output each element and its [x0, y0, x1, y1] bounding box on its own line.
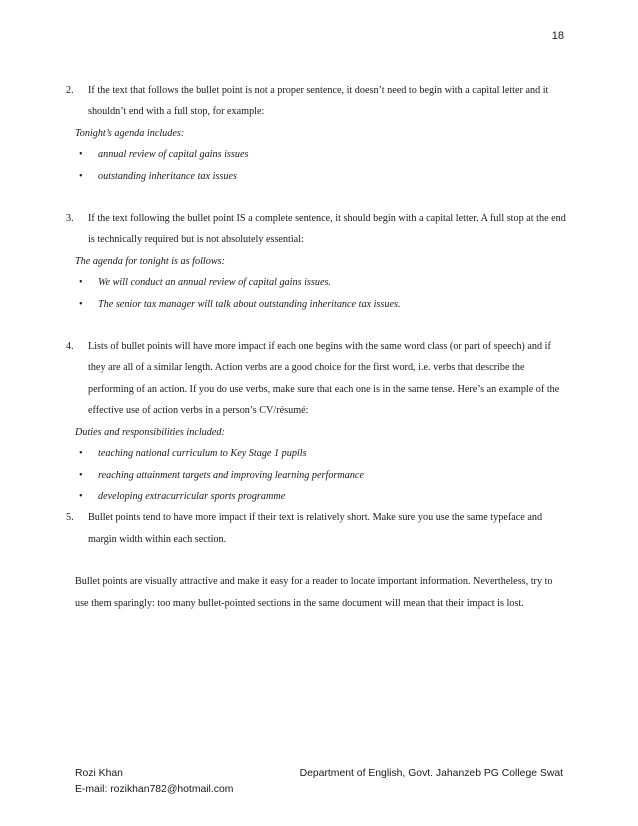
closing-paragraph: Bullet points are visually attractive and make it easy for a reader to locate important information. Nevertheless, try to use them sparingly: too many bullet-pointed sections in the same document will mean that their impact is lost.: [75, 576, 553, 609]
list-item: • We will conduct an annual review of capital gains issues.: [66, 272, 566, 293]
bullet-icon: •: [79, 277, 83, 289]
bullet-icon: •: [79, 298, 83, 310]
item-text: If the text that follows the bullet point is not a proper sentence, it doesn’t need to begin with a capital letter and it shouldn’t end with a full stop, for example:: [88, 85, 549, 118]
document-body: [66, 80, 566, 614]
bullet-list: [66, 144, 566, 187]
item-text: Bullet points tend to have more impact if their text is relatively short. Make sure you use the same typeface and margin width within each section.: [88, 512, 543, 545]
example-intro: Duties and responsibilities included:: [75, 426, 225, 438]
item-number: 2.: [66, 85, 74, 96]
list-item: • teaching national curriculum to Key Stage 1 pupils: [66, 443, 566, 464]
page-number: 18: [551, 30, 564, 42]
numbered-item-4: [66, 336, 566, 422]
bullet-list: [66, 443, 566, 507]
footer-department: Department of English, Govt. Jahanzeb PG College Swat: [299, 768, 563, 779]
bullet-icon: •: [79, 170, 83, 182]
bullet-list: [66, 272, 566, 315]
list-item: • The senior tax manager will talk about outstanding inheritance tax issues.: [66, 294, 566, 315]
page-footer: [75, 766, 563, 798]
item-number: 3.: [66, 213, 74, 225]
item-number: 4.: [66, 341, 74, 353]
bullet-icon: •: [79, 149, 83, 161]
example-intro: The agenda for tonight is as follows:: [75, 255, 225, 267]
bullet-icon: •: [79, 469, 83, 481]
footer-author: Rozi Khan: [75, 768, 123, 779]
item-text: Lists of bullet points will have more impact if each one begins with the same word class (or part of speech) and if they are all of a similar length. Action verbs are a good choice for the first word, i.e. verbs that describe the performing of an action. If you do use verbs, make sure that each one is in the same tense. Here’s an example of the effective use of action verbs in a person’s CV/résumé:: [88, 341, 560, 417]
numbered-item-3: [66, 208, 566, 251]
list-item: • outstanding inheritance tax issues: [66, 166, 566, 187]
bullet-icon: •: [79, 490, 83, 502]
list-item: • annual review of capital gains issues: [66, 144, 566, 165]
numbered-item-2: [66, 80, 566, 123]
numbered-item-5: [66, 507, 566, 550]
list-item: • developing extracurricular sports programme: [66, 486, 566, 507]
item-text: If the text following the bullet point IS a complete sentence, it should begin with a capital letter. A full stop at the end is technically required but is not absolutely essential:: [88, 213, 566, 246]
footer-email: E-mail: rozikhan782@hotmail.com: [75, 784, 234, 795]
example-intro: Tonight’s agenda includes:: [75, 127, 185, 139]
bullet-icon: •: [79, 448, 83, 460]
item-number: 5.: [66, 512, 74, 524]
list-item: • reaching attainment targets and improving learning performance: [66, 465, 566, 486]
